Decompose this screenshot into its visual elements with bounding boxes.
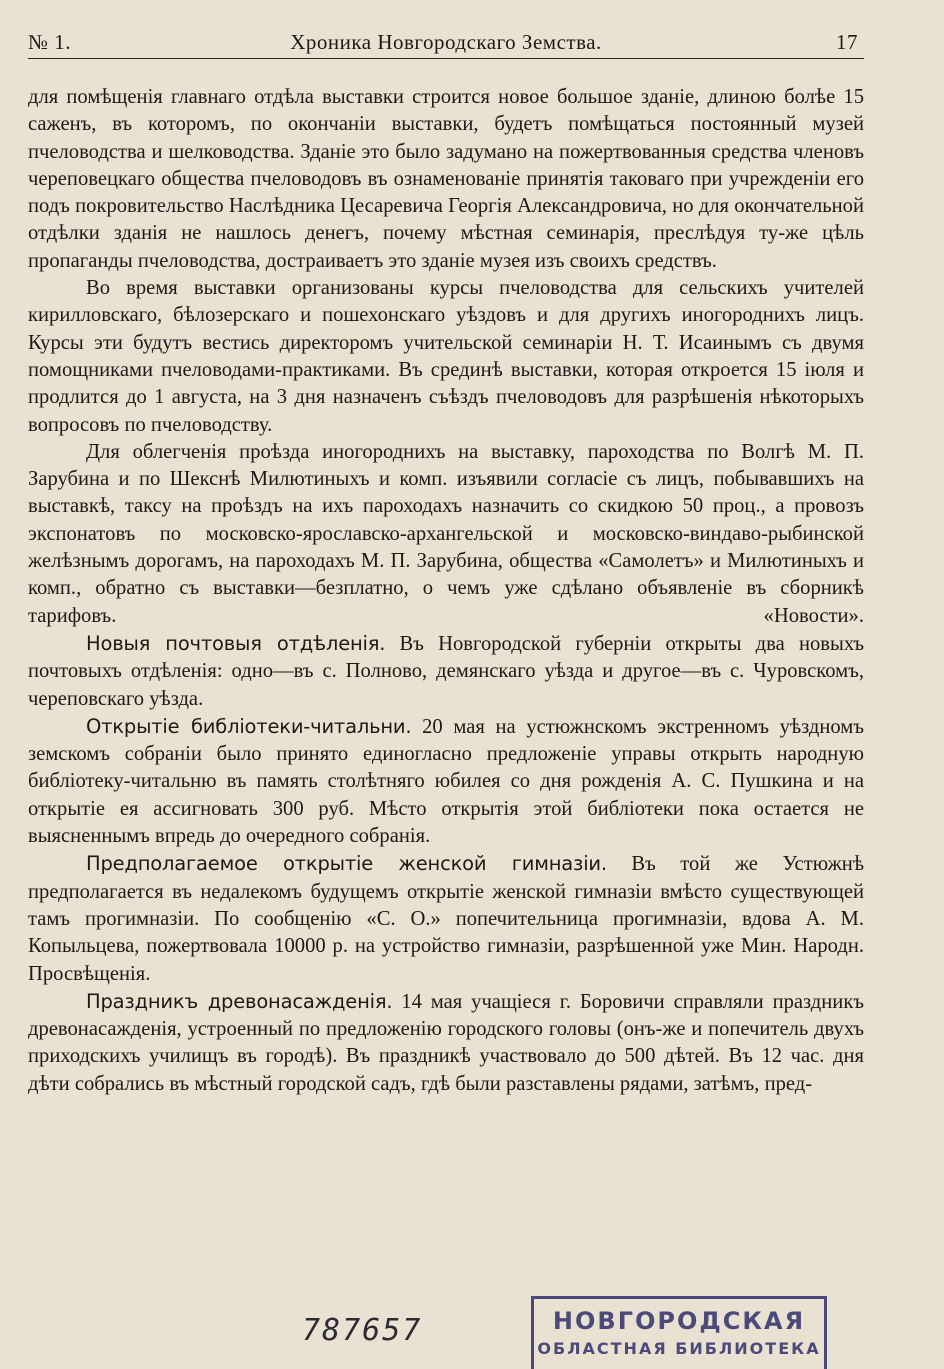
paragraph-text: для помѣщенія главнаго отдѣла выставки строится новое большое зданіе, длиною болѣе 15 саженъ, въ которомъ, по окончаніи выставки, будетъ помѣщаться постоянный музей пчеловодства и шелководства. Зданіе это было задумано на пожертвованныя средства членовъ череповецкаго общества пчеловодовъ въ ознаменованіе принятія таковаго при учрежденіи его подъ покровительство Наслѣдника Цесаревича Георгія Александровича, но для окончательной отдѣлки зданія не нашлось денегъ, почему мѣстная семинарія, преслѣдуя ту-же цѣль пропаганды пчеловодства, достраиваетъ это зданіе музея изъ своихъ средствъ. — [28, 86, 864, 272]
section-heading: Открытіе библіотеки-читальни. — [86, 714, 412, 738]
handwritten-ledger-number: 787657 — [302, 1313, 423, 1348]
paragraph-text: Для облегченія проѣзда иногороднихъ на выставку, пароходства по Волгѣ М. П. Зарубина и по Шекснѣ Милютиныхъ и комп. изъявили согласіе съ лицъ, побывавшихъ на выставкѣ, таксу на проѣздъ на ихъ пароходахъ назначить со скидкою 50 проц., а провозъ экспонатовъ по московско-ярославско-архангельской и московско-виндаво-рыбинской желѣзнымъ дорогамъ, на пароходахъ М. П. Зарубина, общества «Самолетъ» и Милютиныхъ и комп., обратно съ выставки—безплатно, о чемъ уже сдѣлано объявленіе въ сборникѣ тарифовъ. — [28, 440, 864, 627]
library-stamp — [531, 1296, 827, 1369]
paragraph-text: 14 мая учащіеся г. Боровичи справляли праздникъ древонасажденія, устроенный по предложенію городского головы (онъ-же и попечитель двухъ приходскихъ училищъ въ городѣ). Въ праздникѣ участвовало до 500 дѣтей. Въ 12 час. дня дѣти собрались въ мѣстный городской садъ, гдѣ были разставлены рядами, затѣмъ, пред- — [28, 990, 864, 1095]
section-heading: Предполагаемое открытіе женской гимназіи. — [86, 852, 607, 876]
running-header — [28, 26, 864, 59]
paragraph-text: Во время выставки организованы курсы пчеловодства для сельскихъ учителей кирилловскаго, бѣлозерскаго и пошехонскаго уѣздовъ и для другихъ иногороднихъ лицъ. Курсы эти будутъ вестись директоромъ учительской семинаріи Н. Т. Исаинымъ съ двумя помощниками пчеловодами-практиками. Въ срединѣ выставки, которая откроется 15 іюля и продлится до 1 августа, на 3 дня назначенъ съѣздъ пчеловодовъ для разрѣшенія нѣкоторыхъ вопросовъ по пчеловодству. — [28, 277, 864, 436]
stamp-line-1: НОВГОРОДСКАЯ — [552, 1307, 806, 1335]
page-number: 17 — [836, 30, 858, 54]
paragraph-text: 20 мая на устюжнскомъ экстренномъ уѣздномъ земскомъ собраніи было принято единогласно предложеніе управы открыть народную библіотеку-читальню въ память столѣтняго юбилея со дня рожденія А. С. Пушкина и на открытіе ея ассигновать 300 руб. Мѣсто открытія этой библіотеки пока остается не выясненнымъ впредь до очередного собранія. — [28, 715, 864, 848]
paragraph-post-offices — [28, 630, 864, 713]
article-body — [28, 84, 864, 1098]
section-heading: Новыя почтовыя отдѣленія. — [86, 631, 386, 655]
paragraph-text: Въ Новгородской губерніи открыты два новыхъ почтовыхъ отдѣленія: одно—въ с. Полново, демянскаго уѣзда и другое—въ с. Чуровскомъ, череповскаго уѣзда. — [28, 632, 864, 710]
source-signature: «Новости». — [763, 604, 864, 627]
paragraph-text: Въ той же Устюжнѣ предполагается въ недалекомъ будущемъ открытіе женской гимназіи вмѣсто существующей тамъ прогимназіи. По сообщенію «С. О.» попечительница прогимназіи, вдова А. М. Копыльцева, пожертвовала 10000 р. на устройство гимназіи, разрѣшенной уже Мин. Народн. Просвѣщенія. — [28, 853, 864, 985]
paragraph-gymnasium — [28, 850, 864, 987]
paragraph-courses — [28, 275, 864, 439]
journal-title: Хроника Новгородскаго Земства. — [290, 30, 602, 54]
paragraph-continuation — [28, 84, 864, 275]
issue-number: № 1. — [28, 30, 72, 54]
paragraph-library — [28, 713, 864, 850]
section-heading: Праздникъ древонасажденія. — [86, 989, 393, 1013]
stamp-line-2: ОБЛАСТНАЯ БИБЛИОТЕКА — [537, 1339, 821, 1358]
paragraph-travel — [28, 439, 864, 630]
paragraph-tree-planting — [28, 988, 864, 1098]
